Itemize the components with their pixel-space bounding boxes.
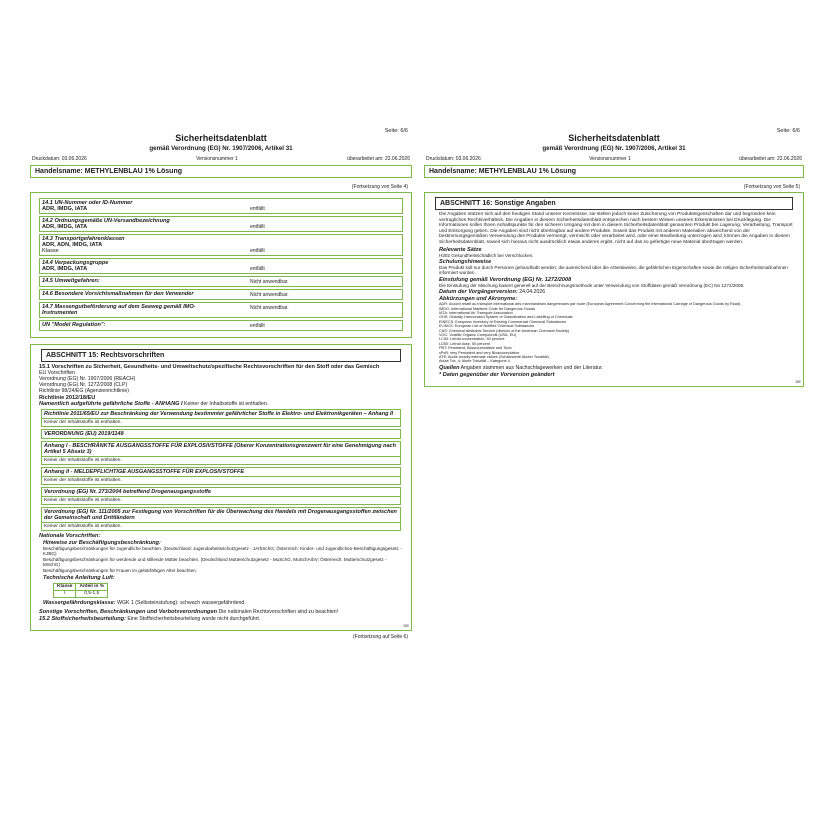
group-111-2005: Verordnung (EG) Nr. 111/2005 zur Festlegung von Vorschriften für die Überwachung des Handels mit Drogenausgangsstoffen zwischen der Gemeinschaft und Drittländern Keiner der Inhaltsstoffe ist enthalten. bbox=[41, 507, 401, 531]
ueberarbeitet: überarbeitet am: 22.06.2026 bbox=[347, 156, 410, 162]
page-left bbox=[30, 120, 412, 643]
lang-code: DE bbox=[795, 378, 801, 384]
section-15-box bbox=[30, 344, 412, 631]
group-273-2004: Verordnung (EG) Nr. 273/2004 betreffend Drogenausgangsstoffe Keiner der Inhaltsstoffe ist enthalten. bbox=[41, 487, 401, 505]
item-sonstige: Sonstige Vorschriften, Beschränkungen und Verbotsverordnungen Die nationalen Rechtsvorschriften sind zu beachten! bbox=[39, 609, 339, 616]
row-14-4: 14.4 Verpackungsgruppe ADR, IMDG, IATA entfällt bbox=[39, 258, 403, 274]
row-14-7: 14.7 Massengutbeförderung auf dem Seeweg gemäß IMO-Instrumenten Nicht anwendbar. bbox=[39, 302, 403, 318]
item-schulung: Schulungshinweise Das Produkt soll nur durch Personen gehandhabt werden, die ausreichend über die Arbeitsweise, die gefährlichen Eigenschaften sowie die nötigen Sicherheitsmaßnahmen informiert wurden. bbox=[439, 258, 788, 276]
group-anhang-2: Anhang II - MELDEPFLICHTIGE AUSGANGSSTOFFE FÜR EXPLOSIVSTOFFE Keiner der Inhaltsstoffe ist enthalten. bbox=[41, 467, 401, 485]
group-anhang-1: Anhang I - BESCHRÄNKTE AUSGANGSSTOFFE FÜR EXPLOSIVSTOFFE (Oberer Konzentrationsgrenzwert für eine Genehmigung nach Artikel 5 Absatz 3) Keiner der Inhaltsstoffe ist enthalten. bbox=[41, 441, 401, 465]
section-14-box bbox=[30, 192, 412, 338]
item-intro: Die Angaben stützen sich auf den heutigen Stand unserer Kenntnisse, sie stellen jedoch keine Zusicherung von Produkteigenschaften dar und begründen kein vertragliches Rechtsverhältnis. Die Angaben in diesem Sicherheitsdatenblatt entsprechen nach bestem Wissen unseren Erkenntnissen bei Drucklegung. Die Informationen sollen Ihnen Anhaltspunkte für den sicheren Umgang mit dem in diesem Sicherheitsdatenblatt genannten Produkt bei Lagerung, Verarbeitung, Transport und Entsorgung geben. Die Angaben sind nicht übertragbar auf andere Produkte. Soweit das Produkt mit anderen Materialien abweichend von der bestimmungsgemäßen Verwendung des Produkts vermengt, vermischt oder verarbeitet wird, oder einer Bearbeitung unterzogen wird, können die Angaben in diesem Sicherheitsdatenblatt, soweit sich hieraus nicht ausdrücklich etwas anderes ergibt, nicht auf das so gefertigte neue Material übertragen werden. bbox=[439, 212, 793, 245]
continued-from: (Fortsetzung von Seite 5) bbox=[743, 184, 800, 190]
item-richtlinie-2012: Richtlinie 2012/18/EU Namentlich aufgeführte gefährliche Stoffe - ANHANG I Keiner der Inhaltsstoffe ist enthalten. bbox=[39, 395, 269, 407]
druckdatum: Druckdatum: 03.06.2026 bbox=[32, 156, 87, 162]
lang-code: DE bbox=[403, 623, 409, 629]
item-einstufung: Einstufung gemäß Verordnung (EG) Nr. 1272/2008 Die Einstufung der Mischung basiert generell auf der Berechnungsmethode unter Verwendung von Stoffdaten gemäß Verordnung (EC) No 1272/2008. bbox=[439, 276, 745, 288]
handelsname: Handelsname: METHYLENBLAU 1% Lösung bbox=[424, 165, 804, 178]
item-national: Nationale Vorschriften: bbox=[39, 533, 101, 539]
continued-from: (Fortsetzung von Seite 4) bbox=[351, 184, 408, 190]
page-number: Seite: 6/6 bbox=[384, 128, 408, 134]
item-15-2: 15.2 Stoffsicherheitsbeurteilung: Eine Stoffsicherheitsbeurteilung wurde nicht durchgeführt. bbox=[39, 616, 261, 623]
versionsnummer: Versionsnummer 1 bbox=[196, 156, 238, 162]
item-quellen: Quellen Angaben stammen aus Nachschlagewerken und der Literatur. bbox=[439, 364, 603, 371]
section-15-title: ABSCHNITT 15: Rechtsvorschriften bbox=[41, 349, 401, 362]
section-16-title: ABSCHNITT 16: Sonstige Angaben bbox=[435, 197, 793, 210]
page-right bbox=[424, 120, 804, 387]
section-16-box bbox=[424, 192, 804, 387]
meta-row bbox=[30, 156, 412, 162]
item-hinweise: Hinweise zur Beschäftigungsbeschränkung: Beschäftigungsbeschränkungen für Jugendliche beachten. (Deutschland: Jugendarbeitsschutzgesetz - JArbSchG; Österreich: Kinder- und Jugendlichen-Beschäftigungsgesetz - KJBG) Beschäftigungsbeschränkungen für werdende und stillende Mütter beachten. (Deutschland Mutterschutzgesetz - MuSchG, MuSchArbV; Österreich: Mutterschutzgesetz - MSchG) Beschäftigungsbeschränkungen für Frauen im gebärfähigen Alter beachten. Technische Anleitung Luft: Klasse Anteil in % I 0,5-1,5 Wassergefährdungsklasse: WGK 1 (Selbsteinstufung): schwach wassergefährdend. bbox=[43, 540, 402, 607]
doc-title: Sicherheitsdatenblatt bbox=[175, 133, 267, 143]
item-relevante: Relevante Sätze H302 Gesundheitsschädlich bei Verschlucken. bbox=[439, 246, 534, 258]
versionsnummer: Versionsnummer 1 bbox=[589, 156, 631, 162]
row-14-2: 14.2 Ordnungsgemäße UN-Versandbezeichnung ADR, IMDG, IATA entfällt bbox=[39, 216, 403, 232]
item-datum: Datum der Vorgängerversion: 24.04.2026 bbox=[439, 289, 546, 296]
item-abkuerzungen: Abkürzungen und Akronyme: ADR: Accord relatif au transport international des marchandises dangereuses par route (European Agreement Concerning the International Carriage of Dangerous Goods by Road) IMDG: International Maritime Code for Dangerous Goods IATA: International Air Transport Association GHS: Globally Harmonised System of Classification and Labelling of Chemicals EINECS: European Inventory of Existing Commercial Chemical Substances ELINCS: European List of Notified Chemical Substances CAS: Chemical Abstracts Service (division of the American Chemical Society) VOC: Volatile Organic Compounds (USA, EU) LC50: Lethal concentration, 50 percent LD50: Lethal dose, 50 percent PBT: Persistent, Bioaccumulative and Toxic vPvB: very Persistent and very Bioaccumulative ATE: Acute toxicity estimate values (Schätzwerte Akuter Toxizität) Acute Tox. 4: Akute Toxizität – Kategorie 4 bbox=[439, 296, 741, 364]
item-daten-geaendert: * Daten gegenüber der Vorversion geändert bbox=[439, 371, 555, 378]
row-14-1: 14.1 UN-Nummer oder ID-Nummer ADR, IMDG, IATA entfällt bbox=[39, 198, 403, 214]
group-rohs: Richtlinie 2011/65/EU zur Beschränkung der Verwendung bestimmter gefährlicher Stoffe in Elektro- und Elektronikgeräten – Anhang II Keiner der Inhaltsstoffe ist enthalten. bbox=[41, 409, 401, 427]
doc-subtitle: gemäß Verordnung (EG) Nr. 1907/2006, Artikel 31 bbox=[149, 145, 293, 152]
continued-on: (Fortsetzung auf Seite 6) bbox=[352, 634, 408, 641]
row-un-model: UN "Model Regulation": entfällt bbox=[39, 320, 403, 331]
doc-title: Sicherheitsdatenblatt bbox=[568, 133, 660, 143]
item-15-1: 15.1 Vorschriften zu Sicherheit, Gesundheits- und Umweltschutz/spezifische Rechtsvorschriften für den Stoff oder das Gemisch EU Vorschriften Verordnung (EG) Nr. 1907/2006 (REACH) Verordnung (EG) Nr. 1272/2008 (CLP) Richtlinie 98/24/EG (Agenzienrichtlinie) bbox=[39, 364, 380, 394]
doc-subtitle: gemäß Verordnung (EG) Nr. 1907/2006, Artikel 31 bbox=[542, 145, 686, 152]
meta-row bbox=[424, 156, 804, 162]
druckdatum: Druckdatum: 03.06.2026 bbox=[426, 156, 481, 162]
ta-luft-table: Klasse Anteil in % I 0,5-1,5 bbox=[53, 583, 108, 598]
row-14-6: 14.6 Besondere Vorsichtsmaßnahmen für den Verwender Nicht anwendbar. bbox=[39, 289, 403, 300]
row-14-3: 14.3 Transportgefahrenklassen ADR, ADN, IMDG, IATA Klasse entfällt bbox=[39, 234, 403, 256]
page-number: Seite: 6/6 bbox=[776, 128, 800, 134]
ueberarbeitet: überarbeitet am: 22.06.2026 bbox=[739, 156, 802, 162]
row-14-5: 14.5 Umweltgefahren: Nicht anwendbar. bbox=[39, 276, 403, 287]
group-2019-1148: VERORDNUNG (EU) 2019/1148 bbox=[41, 429, 401, 439]
handelsname: Handelsname: METHYLENBLAU 1% Lösung bbox=[30, 165, 412, 178]
